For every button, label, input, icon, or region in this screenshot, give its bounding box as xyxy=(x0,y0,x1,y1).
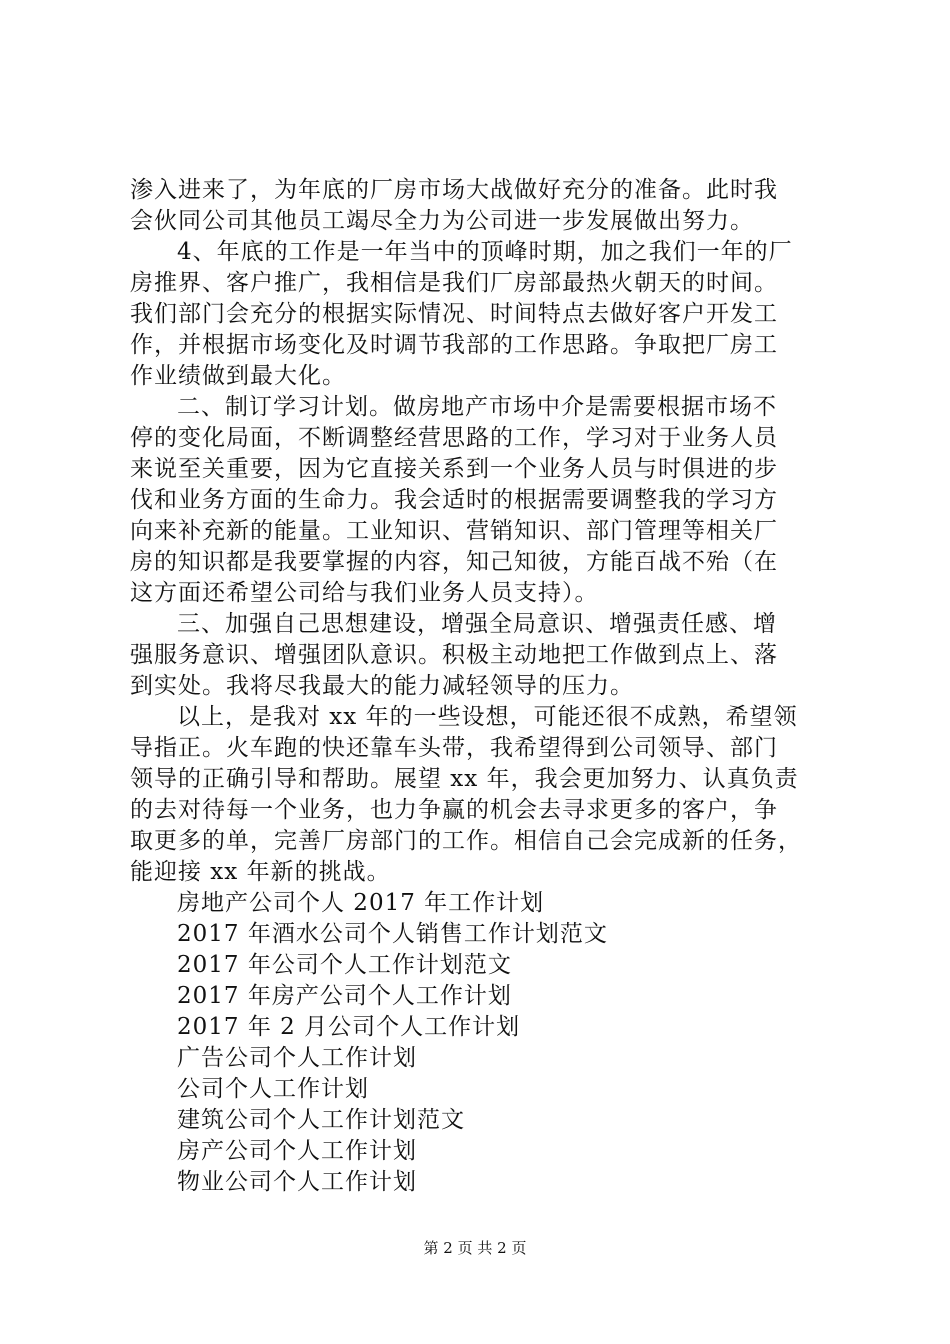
text-line: 4、年底的工作是一年当中的顶峰时期，加之我们一年的厂 xyxy=(177,239,793,265)
related-link[interactable]: 2017 年公司个人工作计划范文 xyxy=(177,952,512,978)
text-line: 强服务意识、增强团队意识。积极主动地把工作做到点上、落 xyxy=(130,642,778,668)
text-line: 我们部门会充分的根据实际情况、时间特点去做好客户开发工 xyxy=(130,301,778,327)
text-line: 房的知识都是我要掌握的内容，知己知彼，方能百战不殆（在 xyxy=(130,549,778,575)
text-line: 向来补充新的能量。工业知识、营销知识、部门管理等相关厂 xyxy=(130,518,778,544)
document-body xyxy=(130,175,830,1198)
related-link[interactable]: 广告公司个人工作计划 xyxy=(177,1045,417,1071)
text-line: 到实处。我将尽我最大的能力减轻领导的压力。 xyxy=(130,673,634,699)
text-line: 伐和业务方面的生命力。我会适时的根据需要调整我的学习方 xyxy=(130,487,778,513)
related-link[interactable]: 物业公司个人工作计划 xyxy=(177,1169,417,1195)
text-line: 以上，是我对 xx 年的一些设想，可能还很不成熟，希望领 xyxy=(177,704,798,730)
text-line: 这方面还希望公司给与我们业务人员支持）。 xyxy=(130,580,599,606)
text-line: 房推界、客户推广，我相信是我们厂房部最热火朝天的时间。 xyxy=(130,270,778,296)
text-line: 作，并根据市场变化及时调节我部的工作思路。争取把厂房工 xyxy=(130,332,778,358)
text-line: 停的变化局面，不断调整经营思路的工作，学习对于业务人员 xyxy=(130,425,778,451)
related-link[interactable]: 房产公司个人工作计划 xyxy=(177,1138,417,1164)
page-number-footer: 第 2 页 共 2 页 xyxy=(423,1239,527,1257)
related-link[interactable]: 公司个人工作计划 xyxy=(177,1076,369,1102)
text-line: 三、加强自己思想建设，增强全局意识、增强责任感、增 xyxy=(177,611,777,637)
text-line: 导指正。火车跑的快还靠车头带，我希望得到公司领导、部门 xyxy=(130,735,778,761)
related-link[interactable]: 2017 年房产公司个人工作计划 xyxy=(177,983,512,1009)
text-line: 二、制订学习计划。做房地产市场中介是需要根据市场不 xyxy=(177,394,777,420)
text-line: 来说至关重要，因为它直接关系到一个业务人员与时俱进的步 xyxy=(130,456,778,482)
text-line: 会伙同公司其他员工竭尽全力为公司进一步发展做出努力。 xyxy=(130,208,754,234)
text-line: 取更多的单，完善厂房部门的工作。相信自己会完成新的任务， xyxy=(130,828,802,854)
related-link[interactable]: 建筑公司个人工作计划范文 xyxy=(177,1107,465,1133)
text-line: 作业绩做到最大化。 xyxy=(130,363,346,389)
text-line: 渗入进来了，为年底的厂房市场大战做好充分的准备。此时我 xyxy=(130,177,778,203)
text-line: 能迎接 xx 年新的挑战。 xyxy=(130,859,391,885)
related-link[interactable]: 2017 年 2 月公司个人工作计划 xyxy=(177,1014,521,1040)
related-link[interactable]: 房地产公司个人 2017 年工作计划 xyxy=(177,890,545,916)
text-line: 的去对待每一个业务，也力争赢的机会去寻求更多的客户，争 xyxy=(130,797,778,823)
text-line: 领导的正确引导和帮助。展望 xx 年，我会更加努力、认真负责 xyxy=(130,766,799,792)
related-link[interactable]: 2017 年酒水公司个人销售工作计划范文 xyxy=(177,921,608,947)
